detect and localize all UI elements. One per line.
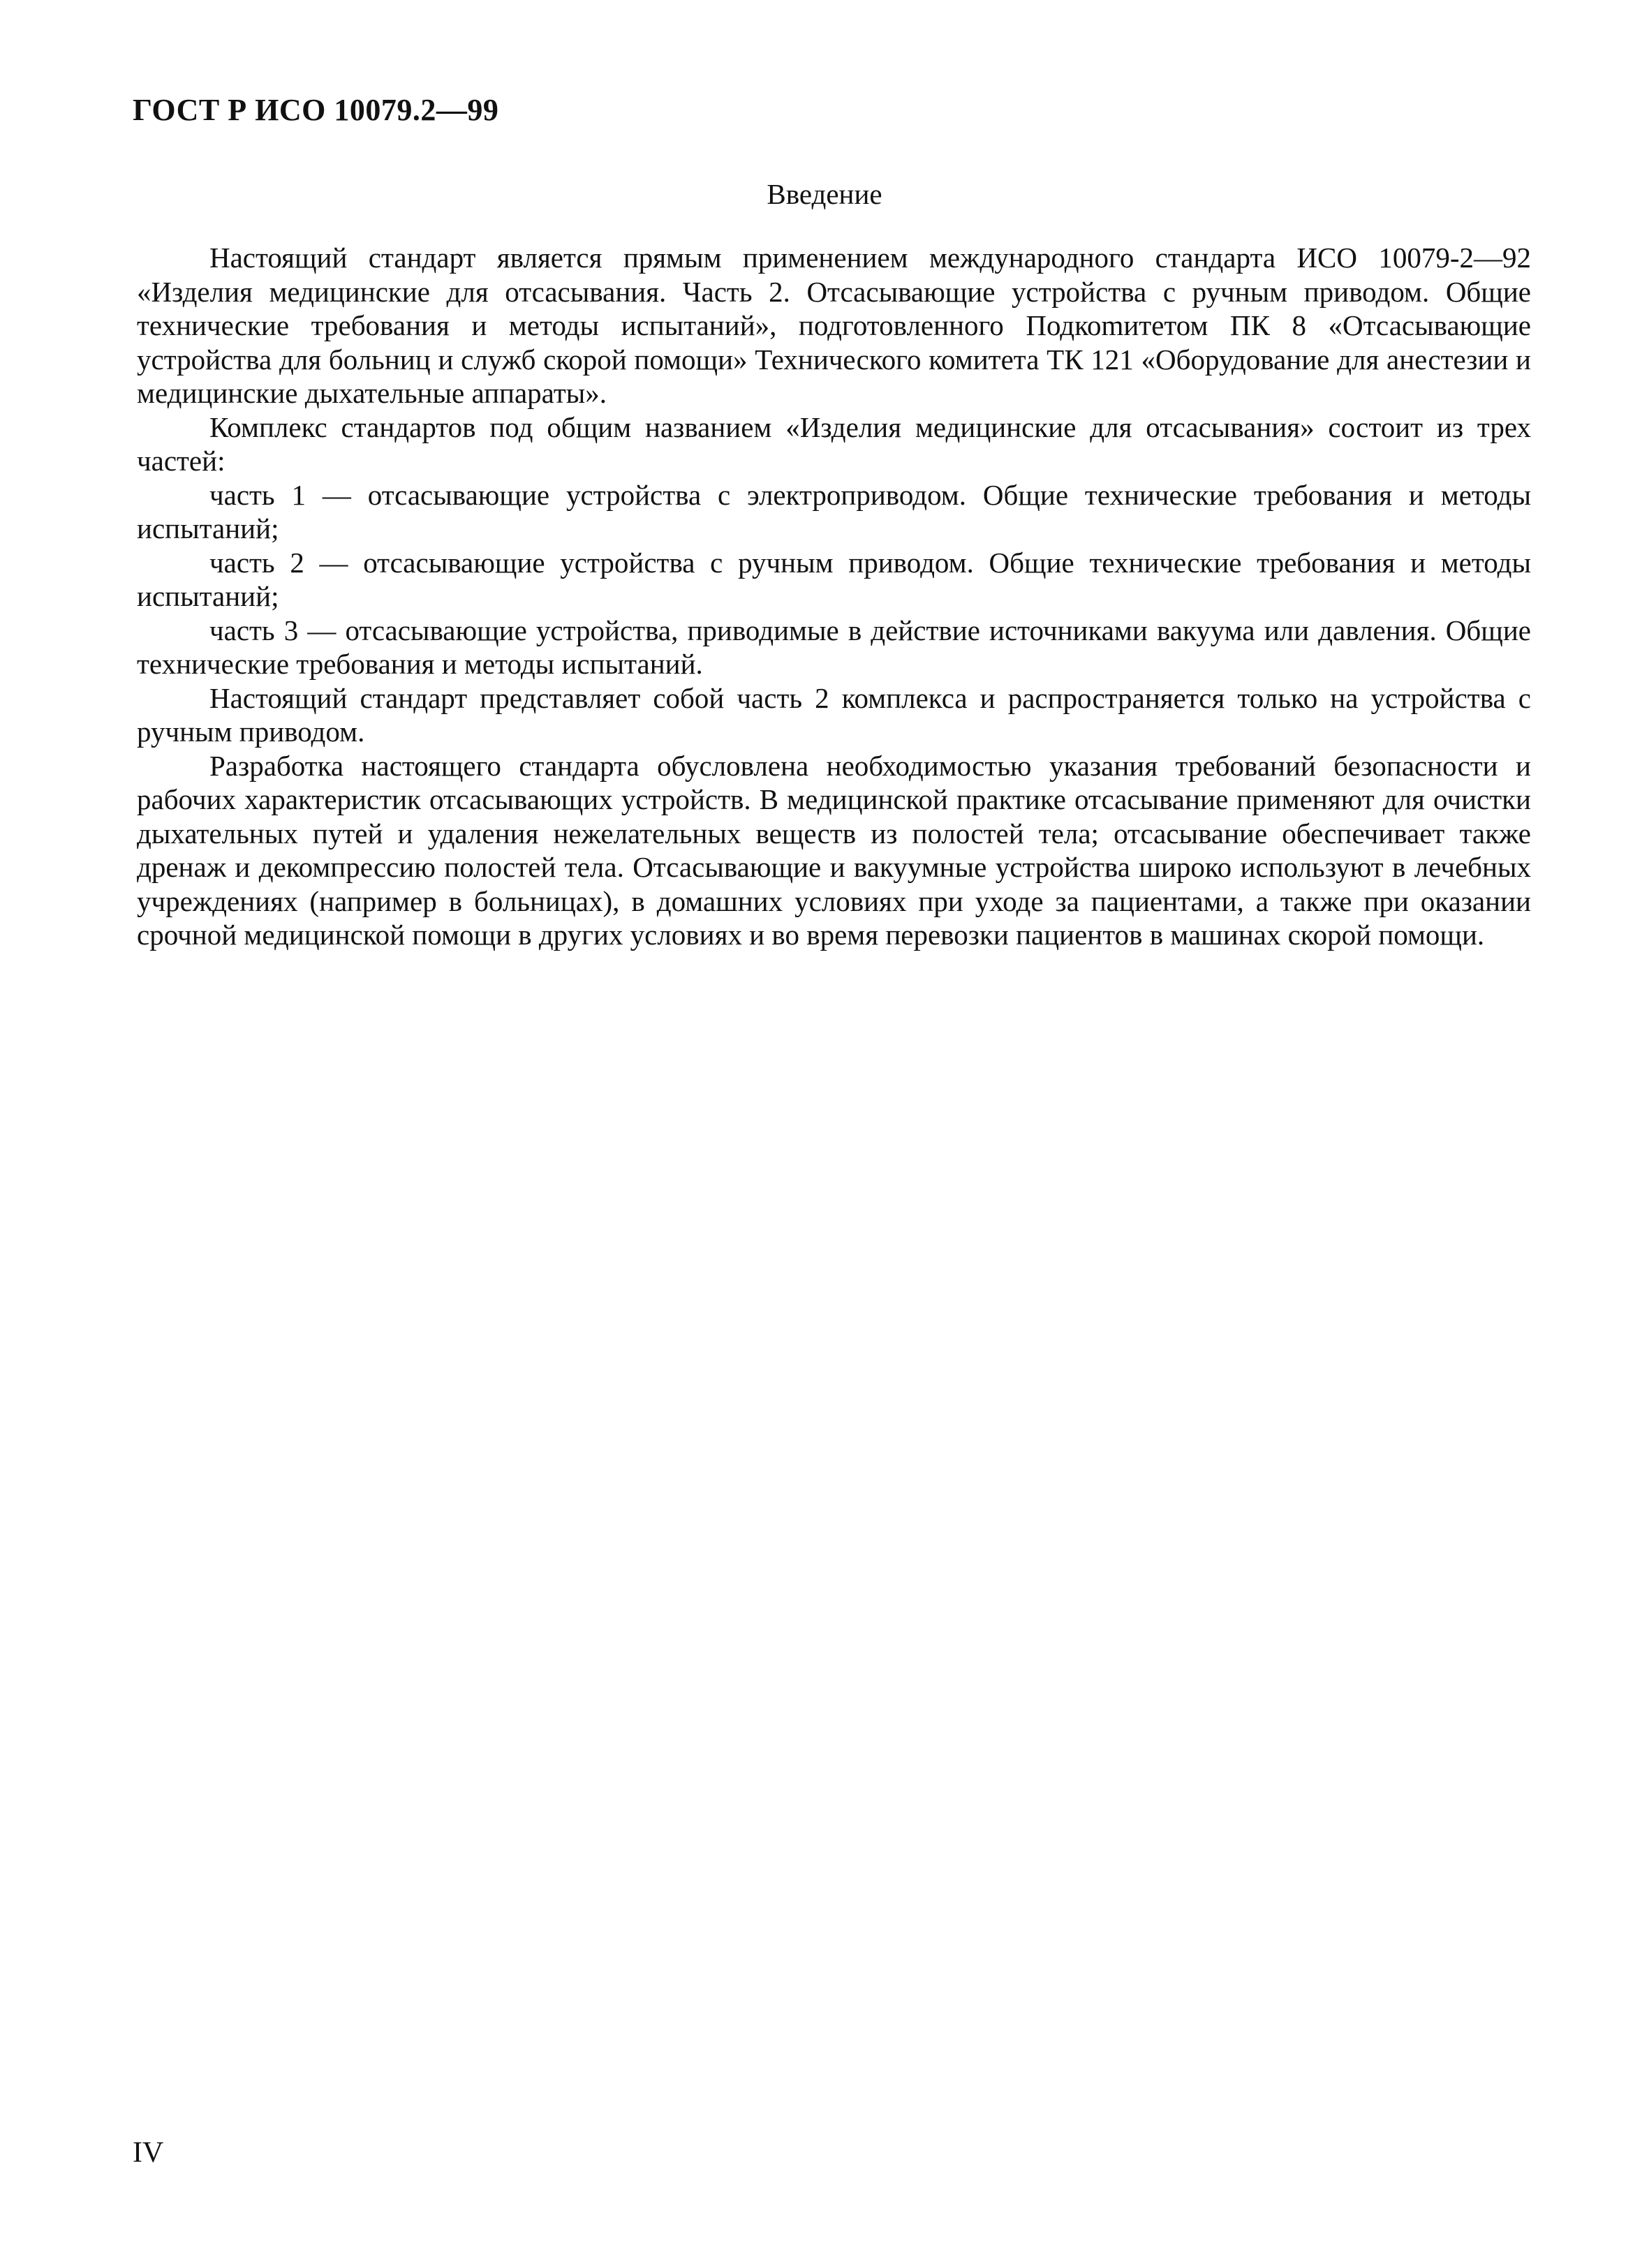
paragraph: Комплекс стандартов под общим названием «Изделия медицинские для отсасывания» состоит из трех частей: bbox=[137, 410, 1531, 477]
list-item: часть 1 — отсасывающие устройства с электроприводом. Общие технические требования и методы испытаний; bbox=[137, 478, 1531, 544]
paragraph: Разработка настоящего стандарта обусловлена необходимостью указания требований безопасности и рабочих характеристик отсасывающих устройств. В медицинской практике отсасывание применяют для очистки дыхательных путей и удаления нежелательных веществ из полостей тела; отсасывание обеспечивает также дренаж и декомпрессию полостей тела. Отсасывающие и вакуумные устройства широко используют в лечебных учреждениях (например в больницах), в домашних условиях при уходе за пациентами, а также при оказании срочной медицинской помощи в других условиях и во время перевозки пациентов в машинах скорой помощи. bbox=[137, 749, 1531, 951]
section-title: Введение bbox=[767, 178, 882, 210]
page-number: IV bbox=[133, 2137, 164, 2169]
list-item: часть 3 — отсасывающие устройства, приводимые в действие источниками вакуума или давления. Общие технические требования и методы испытаний. bbox=[137, 614, 1531, 680]
list-item: часть 2 — отсасывающие устройства с ручным приводом. Общие технические требования и методы испытаний; bbox=[137, 546, 1531, 612]
introduction-body bbox=[137, 241, 1531, 952]
paragraph: Настоящий стандарт является прямым применением международного стандарта ИСО 10079-2—92 «Изделия медицинские для отсасывания. Часть 2. Отсасывающие устройства с ручным приводом. Общие технические требования и методы испытаний», подготовленного Подкоmитетом ПК 8 «Отсасывающие устройства для больниц и служб скорой помощи» Технического комитета ТК 121 «Оборудование для анестезии и медицинские дыхательные аппараты». bbox=[137, 242, 1531, 409]
paragraph: Настоящий стандарт представляет собой часть 2 комплекса и распространяется только на устройства с ручным приводом. bbox=[137, 681, 1531, 748]
document-code-header: ГОСТ Р ИСО 10079.2—99 bbox=[133, 93, 499, 127]
